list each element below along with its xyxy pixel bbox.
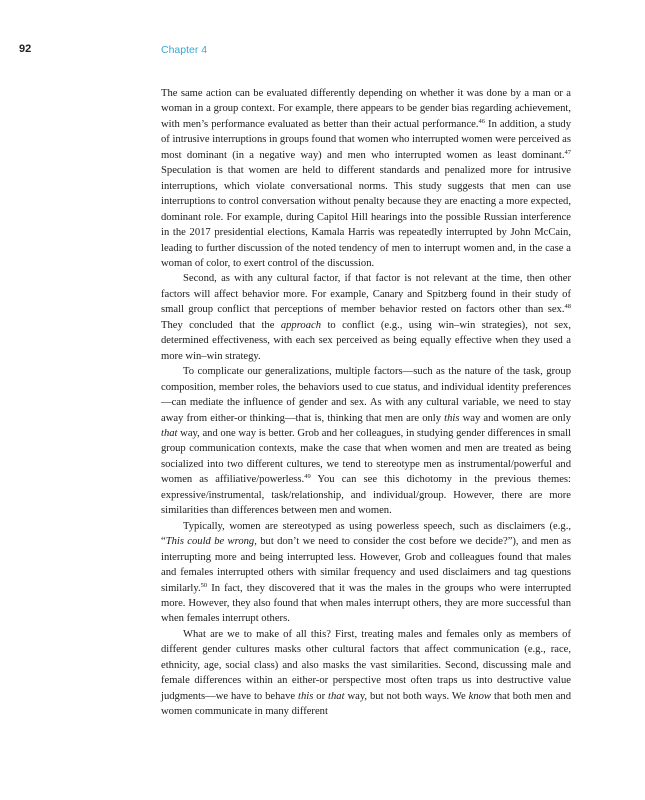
italic-text: that [161, 427, 178, 439]
text-run: You can see this dichotomy in the previous themes: expressive/instrumental, task/relationship, and individual/group. However, there are more similarities than differences between men and women. [161, 474, 571, 517]
italic-text: This could be wrong [165, 536, 255, 548]
footnote-ref: 48 [564, 303, 571, 311]
text-run: In addition, a study of intrusive interruptions in groups found that women who interrupted women were perceived as most dominant (in a negative way) and men who interrupted women as least dominant. [161, 118, 571, 161]
paragraph-2 [161, 271, 571, 364]
text-run: To complicate our generalizations, multiple factors—such as the nature of the task, group composition, member roles, the behaviors used to cue status, and individual identity preferences—can mediate the influence of gender and sex. As with any cultural variable, we need to stay away from either-or thinking—that is, thinking that men are only [161, 366, 571, 424]
text-run: to conflict (e.g., using win–win strategies), not sex, determined effectiveness, with each sex perceived as being equally effective when they used a more win–win strategy. [161, 319, 571, 362]
text-run: Speculation is that women are held to different standards and penalized more for intrusive interruptions, which violate conversational norms. This study suggests that men can use interruptions to control conversation without penalty because they are enacting a more expected, dominant role. For example, during Capitol Hill hearings into the possible Russian interference in the 2017 presidential elections, Kamala Harris was repeatedly interrupted by John McCain, leading to further discussion of the noted tendency of men to interrupt women and, in the case a woman of color, to exert control of the discussion. [161, 165, 571, 269]
paragraph-3 [161, 364, 571, 519]
italic-text: this [298, 690, 314, 702]
italic-text: this [444, 412, 460, 424]
text-run: way, but not both ways. We [344, 690, 469, 702]
text-run: Typically, women are stereotyped as using powerless speech, such as disclaimers (e.g., “ [161, 520, 571, 548]
footnote-ref: 49 [304, 473, 311, 481]
text-run: way, and one way is better. Grob and her colleagues, in studying gender differences in small group communication contexts, make the case that when women and men are treated as being socialized into two different cultures, we tend to stereotype men as instrumental/powerful and women as affiliative/powerless. [161, 427, 571, 486]
text-run: or [313, 690, 329, 702]
paragraph-5 [161, 627, 571, 720]
running-head: Chapter 4 [161, 44, 208, 56]
text-run: Second, as with any cultural factor, if that factor is not relevant at the time, then other factors will affect behavior more. For example, Canary and Spitzberg found in their study of small group conflict that perceptions of member behavior rested on factors other than sex. [161, 273, 571, 316]
text-run: What are we to make of all this? First, treating males and females only as members of different gender cultures masks other cultural factors that affect communication (e.g., race, ethnicity, age, social class) and also masks the vast similarities. Second, discussing male and female differences within an either-or perspective most often traps us into destructive value judgments—we have to behave [161, 628, 571, 702]
footnote-ref: 46 [478, 117, 486, 125]
text-run: The same action can be evaluated differently depending on whether it was done by a man or a woman in a group context. For example, there appears to be gender bias regarding achievement, with men’s performance evaluated as better than their actual performance. [161, 88, 571, 130]
footnote-ref: 47 [564, 148, 571, 156]
text-run: They concluded that the [161, 319, 281, 331]
paragraph-4 [161, 519, 571, 627]
text-run: , but don’t we need to consider the cost before we decide?”), and men as interrupting more and being interrupted less. However, Grob and colleagues found that males and females interrupted others with similar frequency and used disclaimers and tag questions similarly. [161, 536, 571, 594]
text-run: that both men and women communicate in many different [161, 690, 571, 718]
italic-text: that [328, 690, 345, 702]
body-text [161, 86, 571, 720]
italic-text: approach [280, 319, 322, 331]
footnote-ref: 50 [200, 581, 208, 589]
text-run: In fact, they discovered that it was the males in the groups who were interrupted more. However, they also found that when males interrupt others, they are more successful than when females interrupt others. [161, 582, 571, 625]
paragraph-1 [161, 86, 571, 271]
italic-text: know [468, 690, 492, 702]
page-number: 92 [19, 43, 32, 55]
text-run: way and women are only [459, 412, 572, 424]
